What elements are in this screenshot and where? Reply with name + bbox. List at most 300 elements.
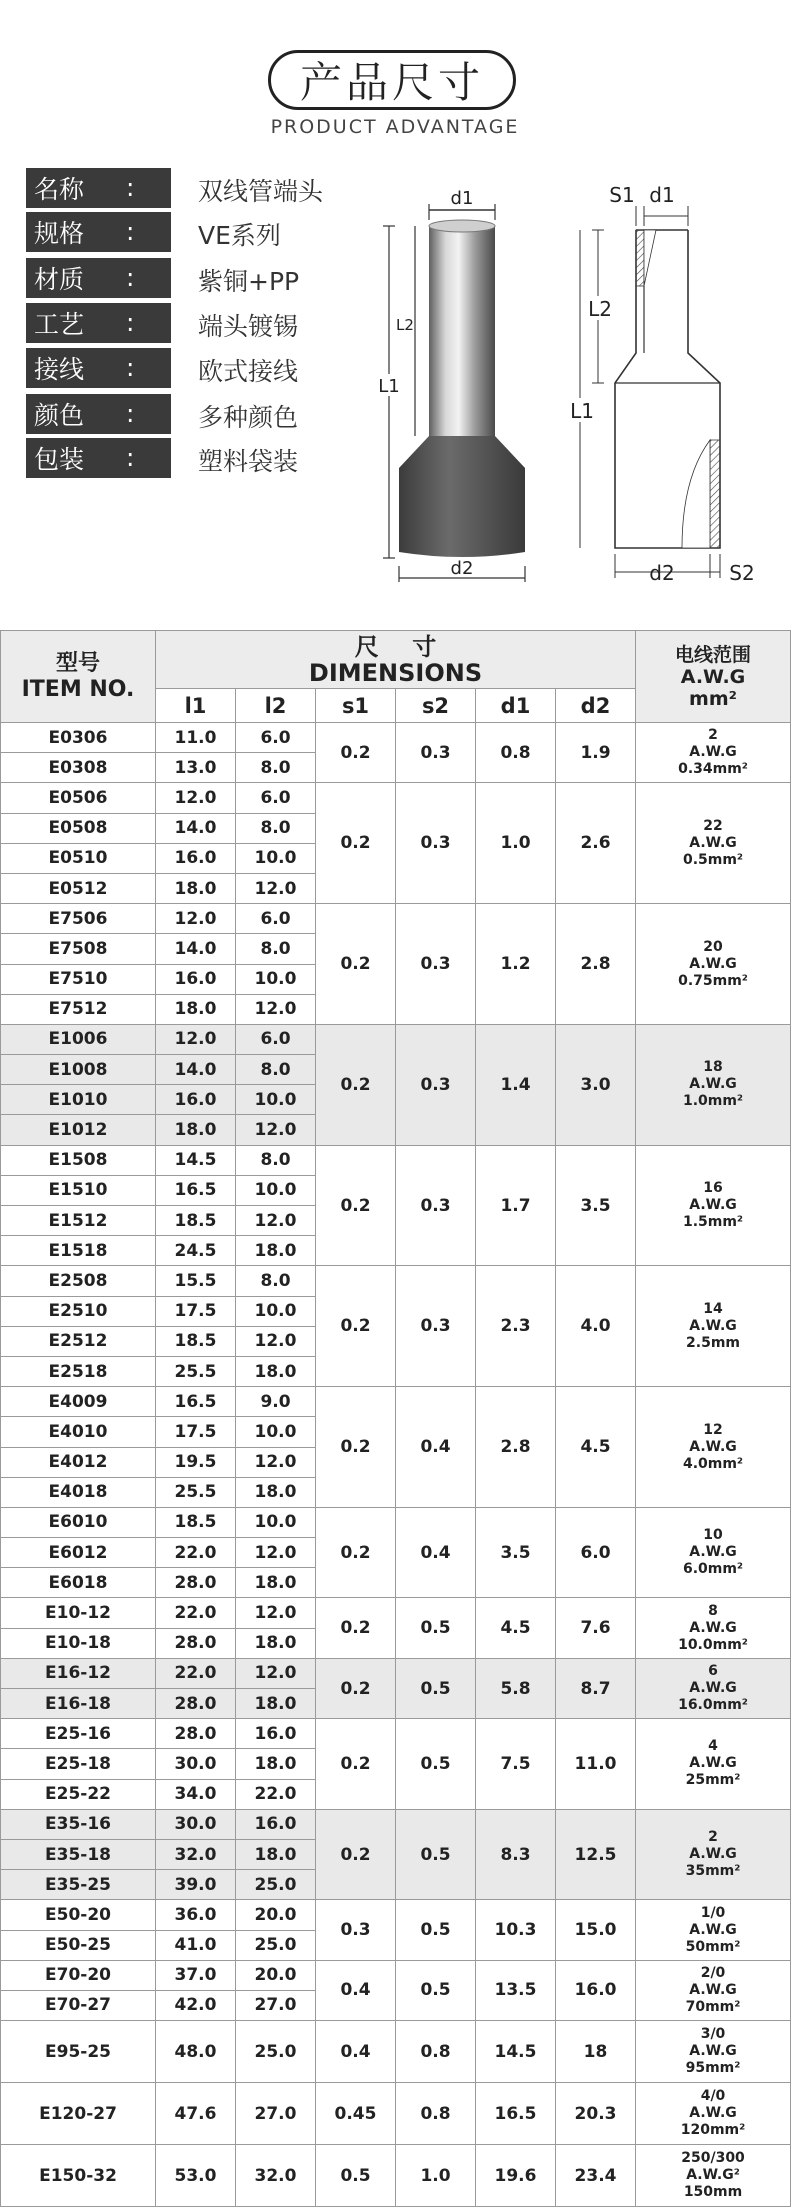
spec-value: 紫铜+PP	[198, 267, 300, 296]
l1-value: 30.0	[156, 1809, 236, 1839]
item-number: E25-16	[1, 1719, 156, 1749]
spec-label	[26, 438, 171, 478]
page-header	[0, 0, 790, 150]
item-number: E1012	[1, 1115, 156, 1145]
d2-value: 7.6	[556, 1598, 636, 1658]
wire-range-awg2: A.W.G²	[686, 2167, 740, 2184]
wire-range-awg1: 4	[708, 1738, 718, 1755]
l2-value: 9.0	[236, 1387, 316, 1417]
wire-range-awg2: A.W.G	[689, 1438, 737, 1455]
wire-range-awg2: A.W.G	[689, 2043, 737, 2060]
wire-range-awg3: 0.5mm²	[682, 851, 744, 868]
spec-label-text: 颜色	[34, 401, 85, 430]
item-number: E6010	[1, 1507, 156, 1537]
l2-value: 27.0	[236, 1990, 316, 2020]
wire-range-awg1: 16	[703, 1180, 723, 1196]
spec-value: VE系列	[198, 221, 281, 250]
insulation-sleeve	[399, 436, 525, 557]
l1-value: 18.5	[156, 1206, 236, 1236]
l2-value: 6.0	[236, 783, 316, 813]
d1-value: 1.4	[476, 1024, 556, 1145]
d1-value: 3.5	[476, 1507, 556, 1598]
d2-value: 2.8	[556, 904, 636, 1025]
header-range-cn: 电线范围	[675, 643, 752, 666]
wire-range-awg1: 6	[708, 1663, 718, 1679]
l1-value: 37.0	[156, 1960, 236, 1990]
item-number: E35-16	[1, 1809, 156, 1839]
l1-value: 41.0	[156, 1930, 236, 1960]
l2-value: 12.0	[236, 1447, 316, 1477]
wire-range-cell	[636, 1387, 791, 1508]
wire-range-awg2: A.W.G	[689, 1619, 737, 1636]
l1-value: 18.5	[156, 1326, 236, 1356]
d1-value: 1.7	[476, 1145, 556, 1266]
d2-value: 11.0	[556, 1719, 636, 1810]
l2-value: 6.0	[236, 1024, 316, 1054]
l1-value: 30.0	[156, 1749, 236, 1779]
item-number: E95-25	[1, 2021, 156, 2083]
d2-value: 12.5	[556, 1809, 636, 1900]
wire-range-awg1: 250/300	[681, 2150, 745, 2167]
wire-range-cell	[636, 1658, 791, 1718]
l1-value: 12.0	[156, 904, 236, 934]
s2-value: 0.8	[396, 2083, 476, 2145]
table-row	[1, 1145, 791, 1175]
l1-value: 14.0	[156, 934, 236, 964]
wire-range-cell	[636, 1266, 791, 1387]
s1-value: 0.2	[316, 1507, 396, 1598]
l2-value: 6.0	[236, 904, 316, 934]
wire-range-cell	[636, 783, 791, 904]
s2-value: 0.8	[396, 2021, 476, 2083]
l2-value: 8.0	[236, 1055, 316, 1085]
item-number: E2510	[1, 1296, 156, 1326]
item-number: E0306	[1, 723, 156, 753]
wire-range-awg3: 2.5mm	[686, 1334, 740, 1351]
s1-value: 0.2	[316, 723, 396, 783]
table-row	[1, 1598, 791, 1628]
wire-range-cell	[636, 2021, 791, 2083]
wire-range-awg3: 120mm²	[680, 2122, 746, 2139]
l2-value: 22.0	[236, 1779, 316, 1809]
dimensions-table-wrap	[0, 630, 790, 2207]
wire-range-awg2: A.W.G	[689, 1921, 737, 1938]
s2-value: 0.5	[396, 1719, 476, 1810]
item-number: E50-25	[1, 1930, 156, 1960]
wire-range-awg2: A.W.G	[689, 1076, 737, 1093]
spec-label-text: 工艺	[34, 310, 85, 339]
l1-value: 16.5	[156, 1175, 236, 1205]
dim-label-s1: S1	[609, 183, 635, 207]
spec-label-text: 接线	[34, 355, 85, 384]
wire-range-awg2: A.W.G	[689, 1544, 737, 1561]
l1-value: 11.0	[156, 723, 236, 753]
header-col-l2: l2	[236, 689, 316, 723]
l1-value: 16.0	[156, 1085, 236, 1115]
item-number: E10-18	[1, 1628, 156, 1658]
l2-value: 18.0	[236, 1568, 316, 1598]
wire-range-awg3: 50mm²	[685, 1938, 741, 1955]
l1-value: 22.0	[156, 1658, 236, 1688]
d2-value: 1.9	[556, 723, 636, 783]
spec-colon: :	[126, 263, 135, 292]
item-number: E35-25	[1, 1870, 156, 1900]
dim-label-d2: d2	[649, 561, 675, 585]
d2-value: 15.0	[556, 1900, 636, 1960]
d2-value: 20.3	[556, 2083, 636, 2145]
l1-value: 25.5	[156, 1356, 236, 1386]
wire-range-awg3: 70mm²	[685, 1998, 741, 2015]
item-number: E7512	[1, 994, 156, 1024]
page-title: 产品尺寸	[268, 50, 516, 110]
item-number: E1508	[1, 1145, 156, 1175]
wire-range-awg2: A.W.G	[689, 1846, 737, 1863]
wire-range-awg3: 150mm	[683, 2184, 743, 2201]
item-number: E7506	[1, 904, 156, 934]
d2-value: 6.0	[556, 1507, 636, 1598]
dim-label-l1: L1	[378, 376, 400, 397]
d2-value: 3.5	[556, 1145, 636, 1266]
item-number: E6018	[1, 1568, 156, 1598]
dim-label-l2: L2	[396, 316, 414, 334]
wire-range-cell	[636, 1598, 791, 1658]
s2-value: 0.5	[396, 1598, 476, 1658]
d1-value: 2.8	[476, 1387, 556, 1508]
wire-range-cell	[636, 1809, 791, 1900]
item-number: E16-12	[1, 1658, 156, 1688]
l2-value: 18.0	[236, 1236, 316, 1266]
item-number: E0508	[1, 813, 156, 843]
d2-value: 23.4	[556, 2145, 636, 2207]
l1-value: 18.5	[156, 1507, 236, 1537]
item-number: E150-32	[1, 2145, 156, 2207]
d2-value: 3.0	[556, 1024, 636, 1145]
wire-range-awg2: A.W.G	[689, 1197, 737, 1213]
spec-label	[26, 303, 171, 343]
spec-value: 塑料袋装	[198, 447, 299, 476]
l1-value: 39.0	[156, 1870, 236, 1900]
l2-value: 18.0	[236, 1749, 316, 1779]
item-number: E4009	[1, 1387, 156, 1417]
l2-value: 32.0	[236, 2145, 316, 2207]
table-row	[1, 1719, 791, 1749]
l2-value: 25.0	[236, 2021, 316, 2083]
l1-value: 14.0	[156, 1055, 236, 1085]
item-number: E50-20	[1, 1900, 156, 1930]
d1-value: 0.8	[476, 723, 556, 783]
l1-value: 32.0	[156, 1839, 236, 1869]
wire-range-awg3: 1.5mm²	[682, 1214, 744, 1230]
wire-range-awg3: 1.0mm²	[682, 1093, 744, 1110]
wire-range-awg1: 8	[708, 1602, 718, 1619]
item-number: E0308	[1, 753, 156, 783]
l2-value: 6.0	[236, 723, 316, 753]
wire-range-awg1: 14	[703, 1300, 723, 1317]
wire-range-awg1: 22	[703, 817, 723, 834]
item-number: E35-18	[1, 1839, 156, 1869]
item-number: E25-18	[1, 1749, 156, 1779]
spec-colon: :	[126, 353, 135, 382]
l1-value: 47.6	[156, 2083, 236, 2145]
l1-value: 14.0	[156, 813, 236, 843]
s2-value: 1.0	[396, 2145, 476, 2207]
wire-range-awg2: A.W.G	[689, 1981, 737, 1998]
d1-value: 19.6	[476, 2145, 556, 2207]
wire-range-awg3: 25mm²	[685, 1772, 741, 1789]
header-col-s1: s1	[316, 689, 396, 723]
d2-value: 2.6	[556, 783, 636, 904]
item-number: E70-20	[1, 1960, 156, 1990]
s1-value: 0.5	[316, 2145, 396, 2207]
table-row	[1, 1266, 791, 1296]
l2-value: 27.0	[236, 2083, 316, 2145]
l2-value: 12.0	[236, 994, 316, 1024]
s1-value: 0.2	[316, 1658, 396, 1718]
table-row	[1, 1900, 791, 1930]
l2-value: 12.0	[236, 1115, 316, 1145]
item-number: E16-18	[1, 1689, 156, 1719]
l1-value: 16.0	[156, 964, 236, 994]
wire-range-cell	[636, 2083, 791, 2145]
spec-label-text: 名称	[34, 175, 85, 204]
s2-value: 0.4	[396, 1507, 476, 1598]
item-number: E7508	[1, 934, 156, 964]
item-number: E10-12	[1, 1598, 156, 1628]
l2-value: 12.0	[236, 873, 316, 903]
item-number: E1006	[1, 1024, 156, 1054]
wire-range-awg1: 1/0	[700, 1904, 726, 1921]
s1-value: 0.2	[316, 783, 396, 904]
spec-colon: :	[126, 399, 135, 428]
l1-value: 24.5	[156, 1236, 236, 1266]
l1-value: 18.0	[156, 994, 236, 1024]
item-number: E4018	[1, 1477, 156, 1507]
l2-value: 12.0	[236, 1598, 316, 1628]
l2-value: 8.0	[236, 753, 316, 783]
d1-value: 1.2	[476, 904, 556, 1025]
spec-row	[26, 438, 366, 478]
table-row	[1, 1658, 791, 1688]
header-dimensions	[156, 631, 636, 689]
wire-range-cell	[636, 1024, 791, 1145]
spec-value: 欧式接线	[198, 357, 299, 386]
s2-value: 0.5	[396, 1658, 476, 1718]
item-number: E1510	[1, 1175, 156, 1205]
l2-value: 8.0	[236, 813, 316, 843]
l2-value: 12.0	[236, 1538, 316, 1568]
header-dim-cn: 尺 寸	[354, 632, 437, 661]
s1-value: 0.2	[316, 1598, 396, 1658]
table-row	[1, 1387, 791, 1417]
l2-value: 12.0	[236, 1206, 316, 1236]
wire-range-awg3: 10.0mm²	[678, 1636, 748, 1653]
s1-value: 0.2	[316, 1024, 396, 1145]
item-number: E4010	[1, 1417, 156, 1447]
dim-label-d1: d1	[450, 188, 474, 209]
s2-value: 0.3	[396, 783, 476, 904]
spec-colon: :	[126, 217, 135, 246]
spec-colon: :	[126, 173, 135, 202]
s2-value: 0.5	[396, 1809, 476, 1900]
wire-range-cell	[636, 1900, 791, 1960]
dim-label-d2: d2	[450, 558, 474, 579]
spec-value: 端头镀锡	[198, 312, 299, 341]
wire-range-awg1: 3/0	[700, 2026, 726, 2043]
l2-value: 8.0	[236, 1266, 316, 1296]
s1-value: 0.4	[316, 2021, 396, 2083]
spec-label	[26, 394, 171, 434]
s1-value: 0.2	[316, 1387, 396, 1508]
l2-value: 18.0	[236, 1839, 316, 1869]
s2-value: 0.3	[396, 1024, 476, 1145]
item-number: E6012	[1, 1538, 156, 1568]
wire-range-awg3: 16.0mm²	[678, 1697, 748, 1713]
header-wire-range	[636, 631, 791, 723]
d2-value: 16.0	[556, 1960, 636, 2020]
l2-value: 10.0	[236, 964, 316, 994]
item-number: E0510	[1, 843, 156, 873]
spec-label	[26, 212, 171, 252]
l2-value: 8.0	[236, 1145, 316, 1175]
l1-value: 34.0	[156, 1779, 236, 1809]
l1-value: 28.0	[156, 1719, 236, 1749]
wire-range-awg2: A.W.G	[689, 2105, 737, 2122]
l1-value: 19.5	[156, 1447, 236, 1477]
s2-value: 0.5	[396, 1960, 476, 2020]
table-row	[1, 783, 791, 813]
wire-range-cell	[636, 1507, 791, 1598]
s2-value: 0.3	[396, 904, 476, 1025]
wire-range-awg2: A.W.G	[689, 744, 737, 761]
l1-value: 12.0	[156, 1024, 236, 1054]
l1-value: 42.0	[156, 1990, 236, 2020]
d1-value: 7.5	[476, 1719, 556, 1810]
wire-range-awg1: 10	[703, 1527, 723, 1544]
l1-value: 53.0	[156, 2145, 236, 2207]
wire-range-awg2: A.W.G	[689, 1317, 737, 1334]
item-number: E2508	[1, 1266, 156, 1296]
item-number: E120-27	[1, 2083, 156, 2145]
table-row	[1, 2083, 791, 2145]
l2-value: 16.0	[236, 1809, 316, 1839]
dim-label-s2: S2	[729, 561, 755, 585]
spec-label	[26, 348, 171, 388]
l1-value: 28.0	[156, 1568, 236, 1598]
wire-range-cell	[636, 1145, 791, 1266]
spec-row	[26, 303, 366, 343]
l2-value: 10.0	[236, 843, 316, 873]
d1-value: 1.0	[476, 783, 556, 904]
s2-value: 0.3	[396, 723, 476, 783]
l1-value: 22.0	[156, 1538, 236, 1568]
s1-value: 0.2	[316, 904, 396, 1025]
wire-range-awg2: A.W.G	[689, 1680, 737, 1696]
wire-range-awg1: 2	[708, 1829, 718, 1846]
spec-value: 多种颜色	[198, 403, 299, 432]
l1-value: 36.0	[156, 1900, 236, 1930]
d1-value: 5.8	[476, 1658, 556, 1718]
s1-value: 0.4	[316, 1960, 396, 2020]
l2-value: 12.0	[236, 1326, 316, 1356]
header-range-awg: A.W.G	[680, 665, 746, 688]
spec-label	[26, 168, 171, 208]
d1-value: 16.5	[476, 2083, 556, 2145]
wire-range-cell	[636, 904, 791, 1025]
table-row	[1, 2021, 791, 2083]
wire-range-awg3: 4.0mm²	[682, 1455, 744, 1472]
wire-range-awg3: 95mm²	[685, 2060, 741, 2077]
header-dim-en: DIMENSIONS	[308, 658, 483, 687]
wire-range-cell	[636, 2145, 791, 2207]
wire-range-awg2: A.W.G	[689, 955, 737, 972]
wire-range-awg3: 0.34mm²	[678, 761, 748, 778]
spec-colon: :	[126, 443, 135, 472]
l2-value: 12.0	[236, 1658, 316, 1688]
wire-range-awg1: 2	[708, 727, 718, 744]
wire-range-awg1: 18	[703, 1059, 723, 1076]
item-number: E1008	[1, 1055, 156, 1085]
l1-value: 13.0	[156, 753, 236, 783]
page-subtitle: PRODUCT ADVANTAGE	[270, 116, 520, 138]
tube-opening	[429, 220, 495, 232]
spec-label-text: 规格	[34, 219, 85, 248]
header-range-unit: mm²	[689, 687, 737, 710]
l1-value: 22.0	[156, 1598, 236, 1628]
l1-value: 16.5	[156, 1387, 236, 1417]
s1-value: 0.2	[316, 1809, 396, 1900]
wire-range-awg1: 4/0	[700, 2088, 726, 2105]
l1-value: 17.5	[156, 1417, 236, 1447]
table-row	[1, 2145, 791, 2207]
d2-value: 4.0	[556, 1266, 636, 1387]
l2-value: 25.0	[236, 1870, 316, 1900]
l2-value: 20.0	[236, 1960, 316, 1990]
wire-range-awg3: 6.0mm²	[682, 1561, 744, 1578]
d1-value: 2.3	[476, 1266, 556, 1387]
dim-label-d1: d1	[649, 183, 675, 207]
d1-value: 10.3	[476, 1900, 556, 1960]
item-number: E0512	[1, 873, 156, 903]
s1-value: 0.45	[316, 2083, 396, 2145]
l1-value: 18.0	[156, 1115, 236, 1145]
d1-value: 8.3	[476, 1809, 556, 1900]
l1-value: 28.0	[156, 1628, 236, 1658]
dimensions-table	[0, 630, 791, 2207]
s2-value: 0.4	[396, 1387, 476, 1508]
spec-row	[26, 348, 366, 388]
l2-value: 10.0	[236, 1507, 316, 1537]
spec-row	[26, 394, 366, 434]
d1-value: 13.5	[476, 1960, 556, 2020]
d2-value: 8.7	[556, 1658, 636, 1718]
dim-label-l2: L2	[588, 297, 612, 321]
header-col-s2: s2	[396, 689, 476, 723]
spec-row	[26, 212, 366, 252]
s2-value: 0.5	[396, 1900, 476, 1960]
wire-range-cell	[636, 723, 791, 783]
l1-value: 25.5	[156, 1477, 236, 1507]
l1-value: 17.5	[156, 1296, 236, 1326]
wire-range-cell	[636, 1960, 791, 2020]
s1-value: 0.2	[316, 1145, 396, 1266]
l2-value: 10.0	[236, 1296, 316, 1326]
spec-colon: :	[126, 308, 135, 337]
l1-value: 12.0	[156, 783, 236, 813]
l2-value: 8.0	[236, 934, 316, 964]
l1-value: 14.5	[156, 1145, 236, 1175]
d1-value: 4.5	[476, 1598, 556, 1658]
l1-value: 18.0	[156, 873, 236, 903]
